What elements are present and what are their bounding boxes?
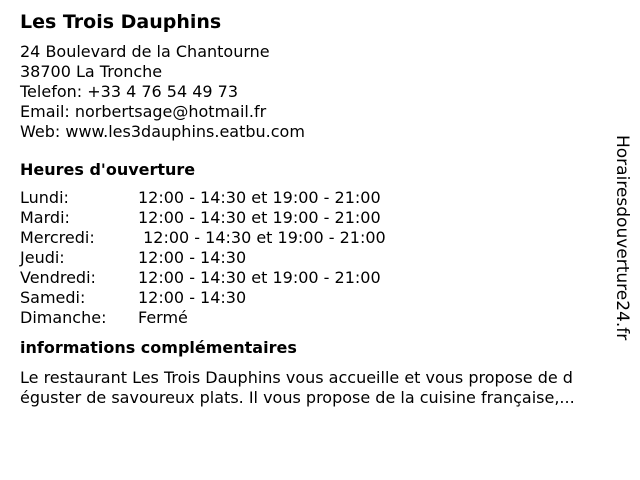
web-label: Web: [20, 122, 66, 141]
hours-day: Jeudi: [20, 248, 65, 267]
email-label: Email: [20, 102, 75, 121]
hours-time: 12:00 - 14:30 [138, 248, 247, 267]
hours-day: Vendredi: [20, 268, 96, 287]
hours-row-friday [20, 268, 620, 288]
hours-row-tuesday [20, 208, 620, 228]
hours-row-thursday [20, 248, 620, 268]
additional-info-text [20, 368, 620, 408]
address-street: 24 Boulevard de la Chantourne [20, 42, 270, 61]
hours-day: Lundi: [20, 188, 69, 207]
email-link[interactable]: norbertsage@hotmail.fr [74, 102, 267, 121]
restaurant-name: Les Trois Dauphins [20, 11, 222, 33]
phone-number: Telefon: +33 4 76 54 49 73 [20, 82, 239, 101]
info-line: Le restaurant Les Trois Dauphins vous accueille et vous propose de d [20, 368, 573, 387]
email-line [20, 102, 620, 122]
hours-row-monday [20, 188, 620, 208]
hours-time: Fermé [138, 308, 188, 327]
hours-row-saturday [20, 288, 620, 308]
additional-info-title: informations complémentaires [20, 338, 297, 357]
hours-day: Samedi: [20, 288, 86, 307]
hours-day: Mardi: [20, 208, 70, 227]
hours-time: 12:00 - 14:30 et 19:00 - 21:00 [138, 188, 381, 207]
hours-time: 12:00 - 14:30 et 19:00 - 21:00 [138, 208, 381, 227]
hours-time: 12:00 - 14:30 et 19:00 - 21:00 [138, 268, 381, 287]
hours-row-wednesday [20, 228, 620, 248]
web-line [20, 122, 620, 142]
hours-time: 12:00 - 14:30 et 19:00 - 21:00 [138, 228, 386, 247]
hours-day: Mercredi: [20, 228, 95, 247]
site-watermark: Horairesdouverture24.fr [612, 135, 632, 341]
address-city: 38700 La Tronche [20, 62, 163, 81]
opening-hours-title: Heures d'ouverture [20, 160, 196, 179]
opening-hours-table [20, 188, 620, 328]
hours-day: Dimanche: [20, 308, 107, 327]
web-link[interactable]: www.les3dauphins.eatbu.com [65, 122, 305, 141]
hours-row-sunday [20, 308, 620, 328]
restaurant-card [20, 10, 620, 408]
info-line: éguster de savoureux plats. Il vous propose de la cuisine française,... [20, 388, 575, 407]
hours-time: 12:00 - 14:30 [138, 288, 247, 307]
